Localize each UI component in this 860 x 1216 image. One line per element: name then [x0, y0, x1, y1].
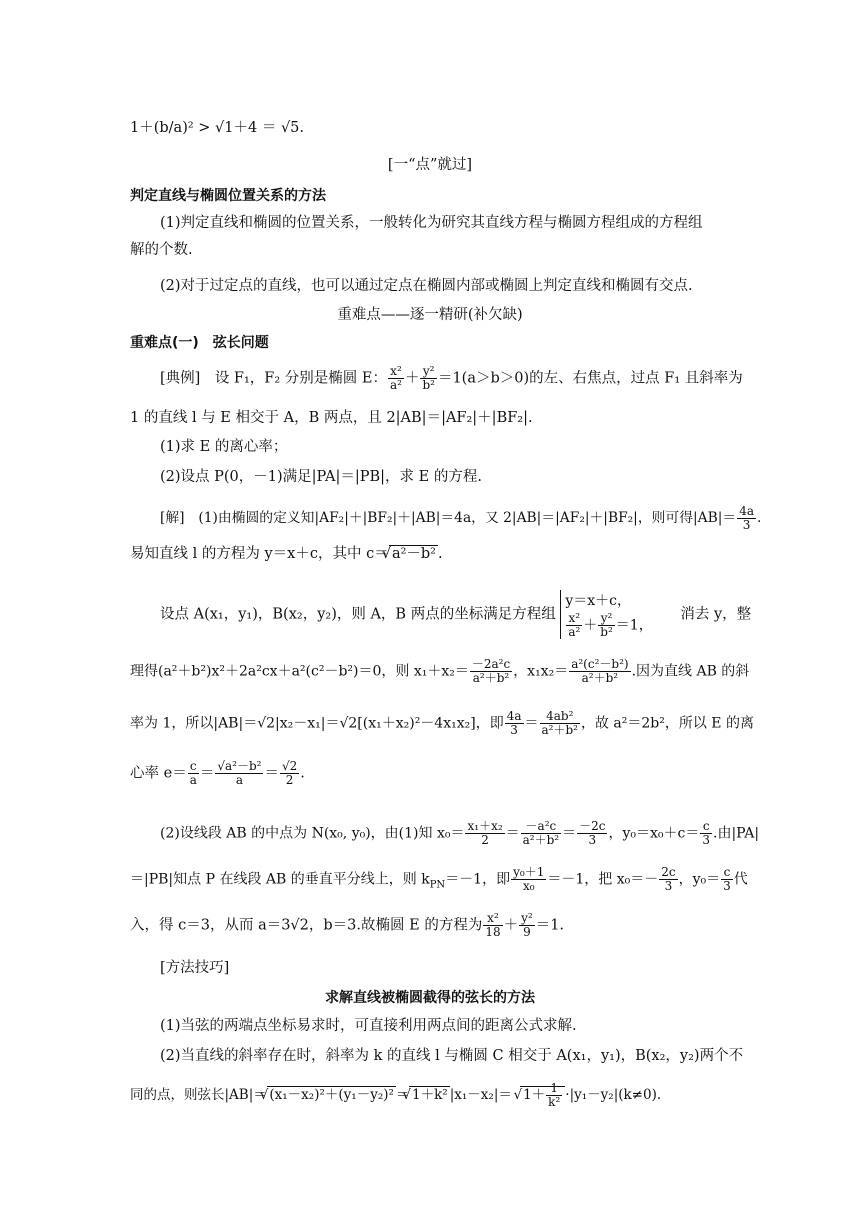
example-line-2: 1 的直线 l 与 E 相交于 A，B 两点，且 2|AB|＝|AF₂|＋|BF₂|.	[130, 410, 533, 426]
question-1: (1)求 E 的离心率；	[160, 439, 288, 455]
technique-2-formula: 同的点，则弦长|AB|＝√ (x₁－x₂)²＋(y₁－y₂)² ＝√ 1＋k² |x₁－x₂|＝ √ 1＋ $\frac{1}{\text{k²}}$ ·|y₁－y₂|(k≠0).	[130, 1082, 730, 1109]
example-line: [典例] 设 F₁，F₂ 分别是椭圆 E： $\frac{\text{x²}}{\text{a²}}$ ＋ $\frac{\text{y²}}{\text{b²}}$ ＝1(a＞b＞0)的左、右焦点，过点 F₁ 且斜率为	[160, 364, 743, 392]
paragraph-1-cont: 解的个数.	[130, 242, 193, 258]
method-heading: 判定直线与椭圆位置关系的方法	[130, 188, 326, 204]
solution-part2-line-2: ＝|PB|知点 P 在线段 AB 的垂直平分线上，则 $k_{PN}=-1$，即 $\frac{\text{y₀＋1}}{\text{x₀}}$ ＝－1，把 x₀＝－ $\frac{2c}{3}$ ，y₀＝ $\frac{c}{3}$ 代	[130, 865, 748, 893]
paragraph-2: (2)对于过定点的直线，也可以通过定点在椭圆内部或椭圆上判定直线和椭圆有交点.	[160, 278, 693, 294]
solution-part2-line-1: (2)设线段 AB 的中点为 N(x₀, y₀)，由(1)知 x₀＝ $\frac{\text{x₁＋x₂}}{2}$ ＝ $\frac{\text{－a²c}}{\text{a²＋b²}}$ ＝ $\frac{-2c}{3}$ ，y₀＝x₀＋c＝ $\frac{c}{3}$ .由|PA|	[160, 819, 760, 847]
solution-line-6: 心率 e＝ $\frac{c}{a}$ ＝ $\frac{\text{√a²－b²}}{a}$ ＝ $\frac{√2}{2}$ .	[130, 759, 305, 787]
technique-2: (2)当直线的斜率存在时，斜率为 k 的直线 l 与椭圆 C 相交于 A(x₁，y₁)，B(x₂，y₂)两个不	[160, 1048, 744, 1064]
solution-part2-line-3: 入，得 c＝3，从而 a＝3√2，b＝3.故椭圆 E 的方程为 $\frac{\text{x²}}{18}$ ＋ $\frac{\text{y²}}{9}$ ＝1.	[130, 911, 565, 939]
tip-heading: [一“点”就过]	[387, 157, 473, 173]
solution-line-1: [解] (1)由椭圆的定义知|AF₂|＋|BF₂|＋|AB|＝4a，又 2|AB|＝|AF₂|＋|BF₂|，则可得|AB|＝ $\frac{4a}{3}$ .	[160, 504, 762, 532]
subsection-heading: 重难点(一) 弦长问题	[130, 335, 269, 351]
paragraph-1: (1)判定直线和椭圆的位置关系，一般转化为研究其直线方程与椭圆方程组成的方程组	[160, 215, 703, 231]
solution-line-3: 设点 A(x₁，y₁)，B(x₂，y₂)，则 A，B 两点的坐标满足方程组 y＝x＋c， $\frac{\text{x²}}{\text{a²}}$ ＋ $\frac{\text{y²}}{\text{b²}}$ ＝1， 消去 y，整	[160, 590, 760, 639]
question-2: (2)设点 P(0，－1)满足|PA|＝|PB|，求 E 的方程.	[160, 469, 482, 485]
line-sqrt-result: 1＋(b/a)² > √1＋4 ＝ √5.	[130, 120, 305, 136]
technique-heading: [方法技巧]	[160, 960, 230, 976]
solution-line-4: 理得(a²＋b²)x²＋2a²cx＋a²(c²－b²)＝0，则 x₁＋x₂＝ $\frac{\text{－2a²c}}{\text{a²＋b²}}$ ，x₁x₂＝ $\frac{\text{a²(c²－b²)}}{\text{a²＋b²}}$ .因为直线 AB 的斜	[130, 657, 750, 685]
technique-title: 求解直线被椭圆截得的弦长的方法	[325, 990, 535, 1006]
solution-line-5: 率为 1，所以|AB|＝√2|x₂－x₁|＝√2[(x₁＋x₂)²－4x₁x₂]，即 $\frac{4a}{3}$ ＝ $\frac{\text{4ab²}}{\text{a²＋b²}}$ ，故 a²＝2b²，所以 E 的离	[130, 709, 754, 737]
technique-1: (1)当弦的两端点坐标易求时，可直接利用两点间的距离公式求解.	[160, 1018, 577, 1034]
section-heading: 重难点——逐一精研(补欠缺)	[337, 307, 523, 323]
solution-line-2: 易知直线 l 的方程为 y＝x＋c，其中 c＝√ a²－b² .	[130, 544, 730, 564]
